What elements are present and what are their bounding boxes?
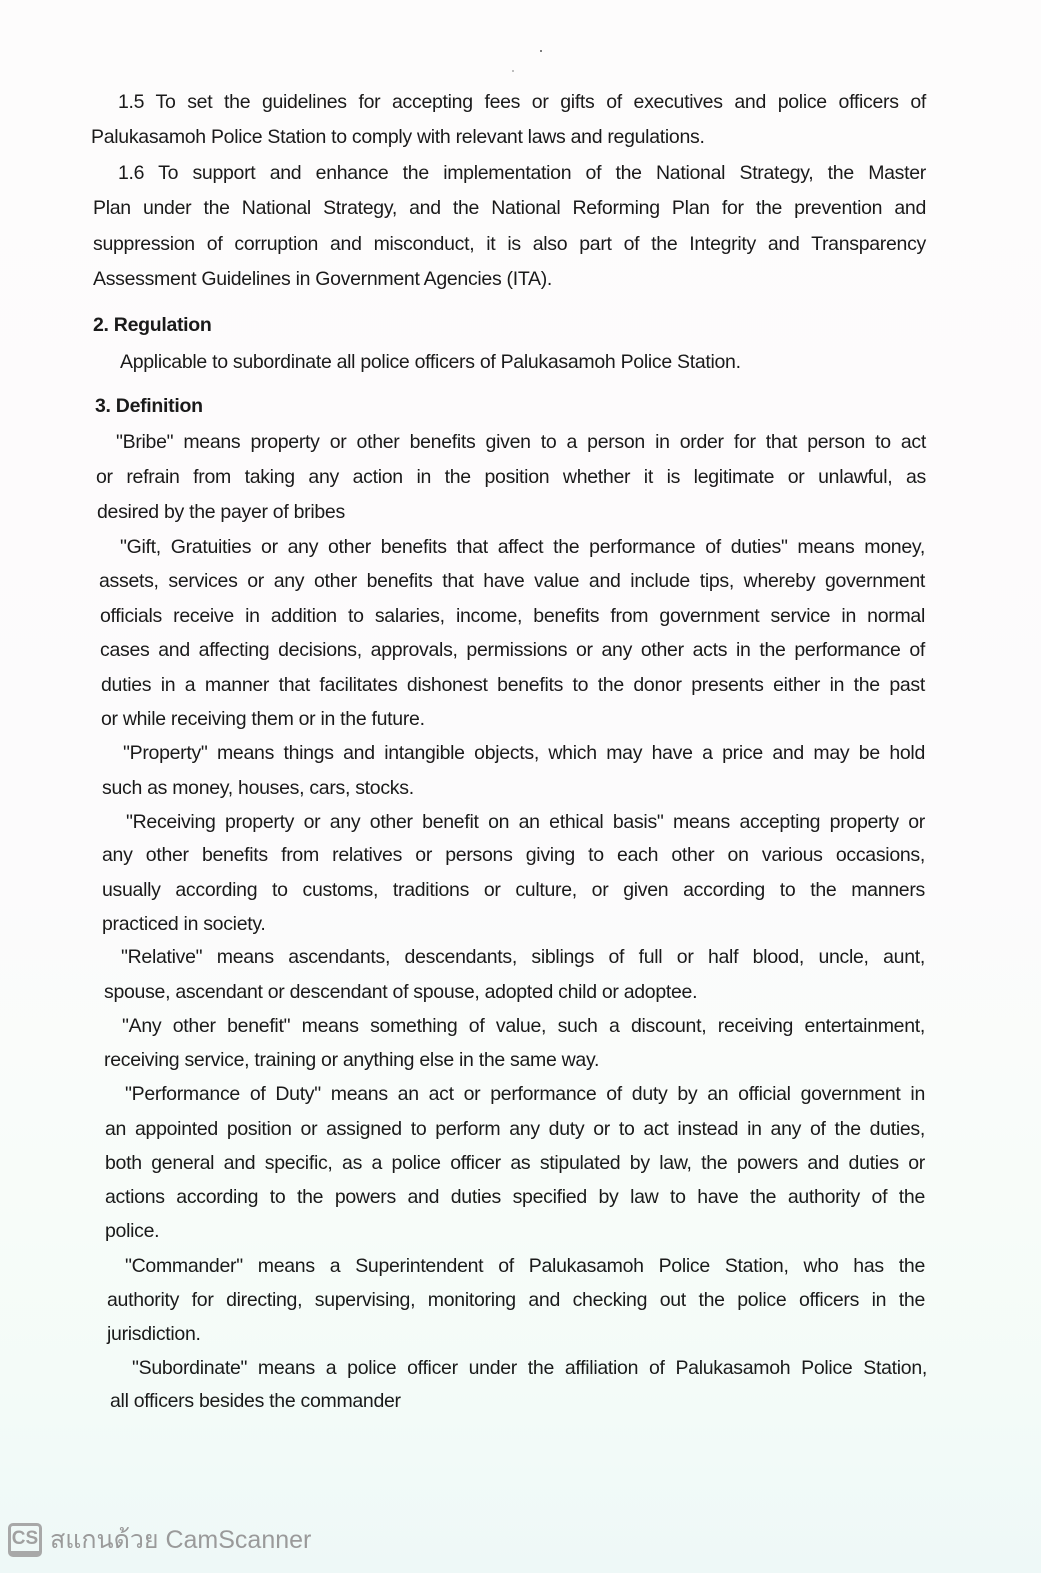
definition-gift-line: "Gift, Gratuities or any other benefits that affect the performance of duties" means money, xyxy=(120,536,925,558)
definition-ethical-basis-line: "Receiving property or any other benefit on an ethical basis" means accepting property or xyxy=(126,811,925,833)
definition-relative-line: "Relative" means ascendants, descendants, siblings of full or half blood, uncle, aunt, xyxy=(121,946,925,968)
definition-bribe-line: "Bribe" means property or other benefits given to a person in order for that person to act xyxy=(116,431,926,453)
scan-speck xyxy=(512,70,514,72)
definition-other-benefit-line: receiving service, training or anything else in the same way. xyxy=(104,1049,600,1071)
paragraph-1-5-line: 1.5 To set the guidelines for accepting fees or gifts of executives and police officers of xyxy=(118,91,926,113)
definition-gift-line: officials receive in addition to salaries, income, benefits from government service in normal xyxy=(100,605,925,627)
definition-relative-line: spouse, ascendant or descendant of spouse, adopted child or adoptee. xyxy=(104,981,698,1003)
definition-other-benefit-line: "Any other benefit" means something of value, such a discount, receiving entertainment, xyxy=(122,1015,925,1037)
paragraph-1-6-line: Plan under the National Strategy, and the National Reforming Plan for the prevention and xyxy=(93,197,926,219)
definition-ethical-basis-line: usually according to customs, traditions or culture, or given according to the manners xyxy=(102,879,925,901)
definition-ethical-basis-line: any other benefits from relatives or persons giving to each other on various occasions, xyxy=(102,844,925,866)
definition-commander-line: jurisdiction. xyxy=(107,1323,201,1345)
paragraph-1-5-line: Palukasamoh Police Station to comply with relevant laws and regulations. xyxy=(91,126,705,148)
definition-gift-line: assets, services or any other benefits that have value and include tips, whereby government xyxy=(99,570,925,592)
definition-ethical-basis-line: practiced in society. xyxy=(102,913,266,935)
definition-performance-line: "Performance of Duty" means an act or performance of duty by an official government in xyxy=(125,1083,925,1105)
paragraph-1-6-line: Assessment Guidelines in Government Agencies (ITA). xyxy=(93,268,553,290)
definition-bribe-line: or refrain from taking any action in the position whether it is legitimate or unlawful, as xyxy=(96,466,926,488)
definition-gift-line: cases and affecting decisions, approvals, permissions or any other acts in the performance of xyxy=(100,639,925,661)
camscanner-logo-icon: CS xyxy=(8,1523,42,1557)
watermark-text: สแกนด้วย CamScanner xyxy=(50,1526,312,1554)
definition-property-line: "Property" means things and intangible objects, which may have a price and may be hold xyxy=(123,742,925,764)
paragraph-1-6-line: suppression of corruption and misconduct, it is also part of the Integrity and Transparency xyxy=(93,233,926,255)
definition-subordinate-line: all officers besides the commander xyxy=(110,1390,401,1412)
definition-bribe-line: desired by the payer of bribes xyxy=(97,501,345,523)
definition-performance-line: police. xyxy=(105,1220,160,1242)
definition-commander-line: "Commander" means a Superintendent of Palukasamoh Police Station, who has the xyxy=(125,1255,925,1277)
regulation-text: Applicable to subordinate all police officers of Palukasamoh Police Station. xyxy=(120,351,741,373)
definition-gift-line: duties in a manner that facilitates dishonest benefits to the donor presents either in the past xyxy=(101,674,925,696)
section-heading-definition: 3. Definition xyxy=(95,395,203,417)
definition-performance-line: an appointed position or assigned to perform any duty or to act instead in any of the duties, xyxy=(105,1118,925,1140)
definition-subordinate-line: "Subordinate" means a police officer under the affiliation of Palukasamoh Police Station, xyxy=(132,1357,927,1379)
section-heading-regulation: 2. Regulation xyxy=(93,314,212,336)
definition-property-line: such as money, houses, cars, stocks. xyxy=(102,777,414,799)
paragraph-1-6-line: 1.6 To support and enhance the implementation of the National Strategy, the Master xyxy=(118,162,926,184)
definition-gift-line: or while receiving them or in the future. xyxy=(101,708,425,730)
camscanner-watermark xyxy=(8,1520,311,1560)
definition-performance-line: actions according to the powers and duties specified by law to have the authority of the xyxy=(105,1186,925,1208)
scan-speck xyxy=(540,50,542,52)
definition-performance-line: both general and specific, as a police officer as stipulated by law, the powers and duties or xyxy=(105,1152,925,1174)
definition-commander-line: authority for directing, supervising, monitoring and checking out the police officers in the xyxy=(107,1289,925,1311)
